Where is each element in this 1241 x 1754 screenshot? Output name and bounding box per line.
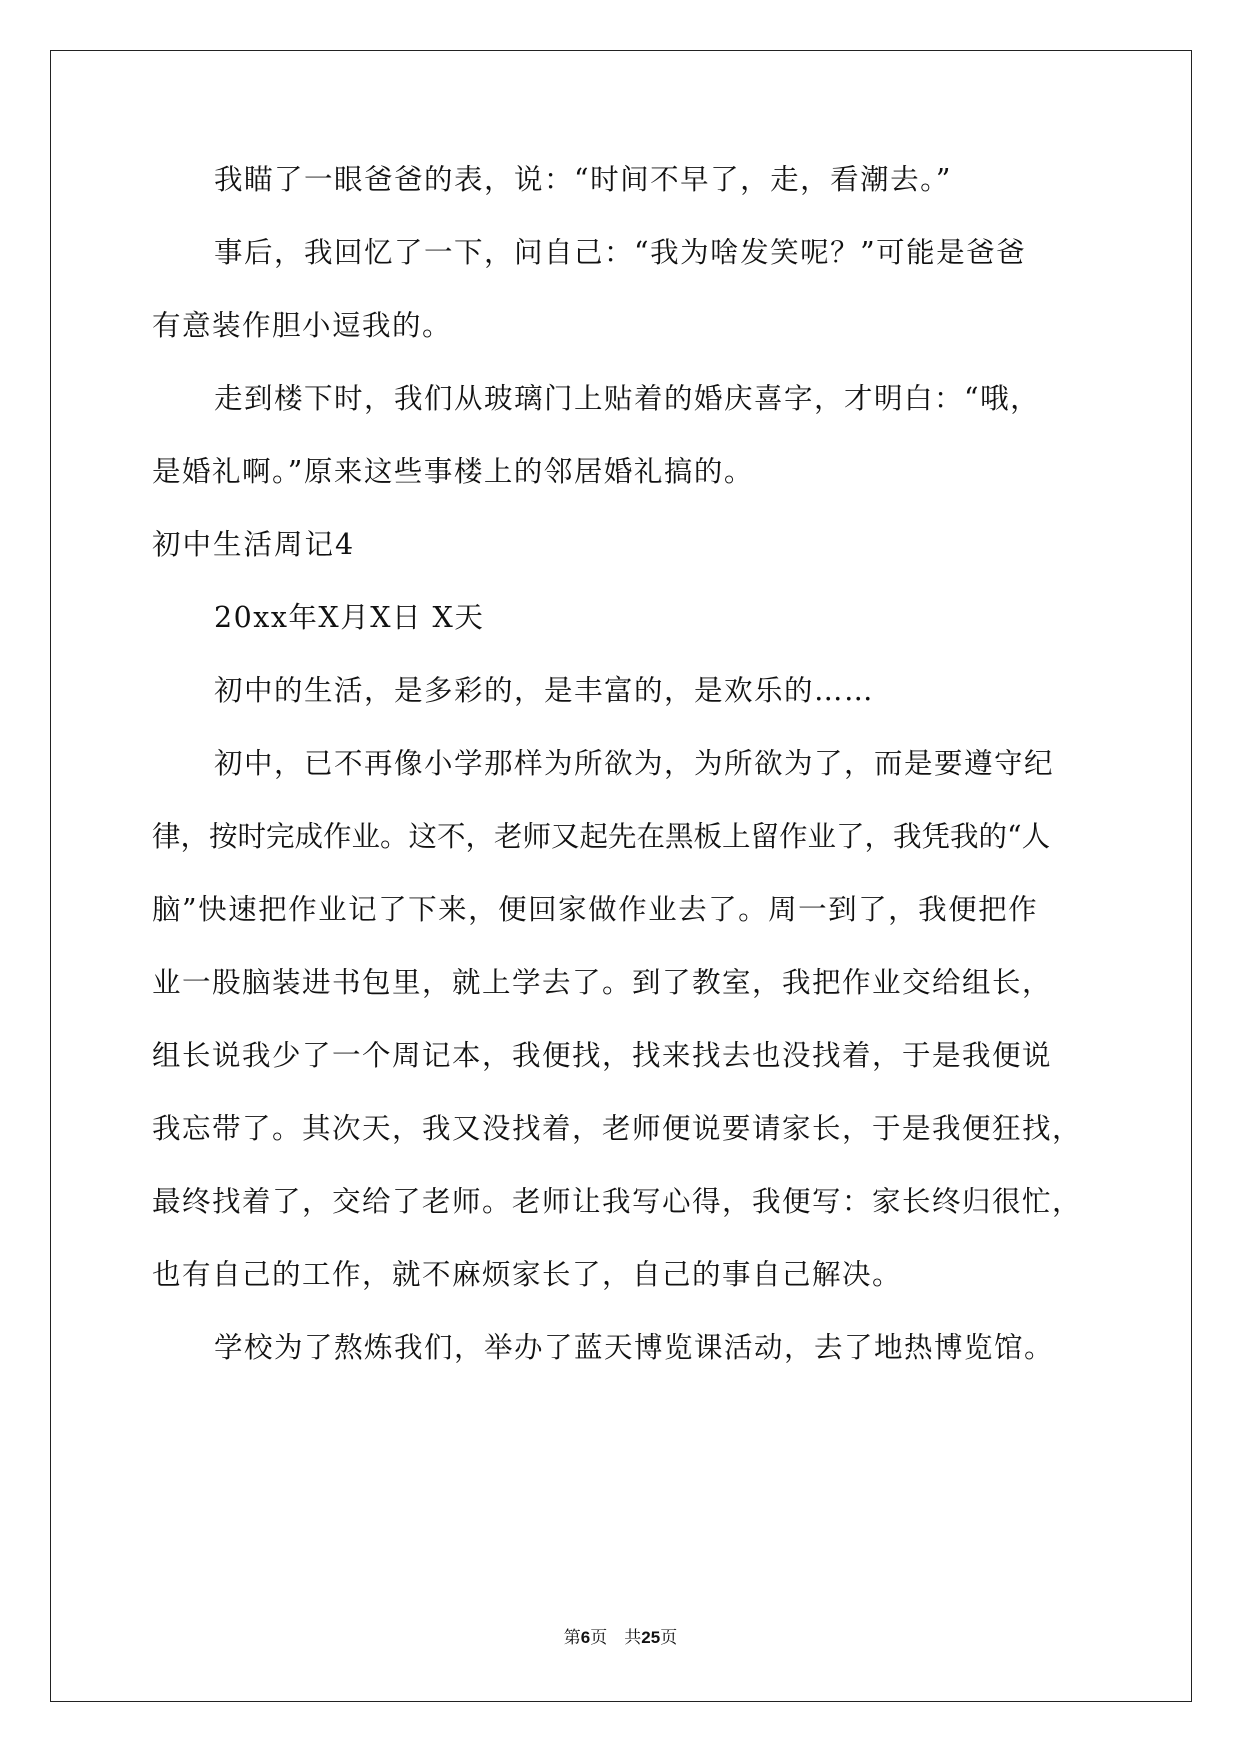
- paragraph-line: 走到楼下时，我们从玻璃门上贴着的婚庆喜字，才明白：“哦，: [214, 382, 1041, 415]
- page-frame: [50, 50, 1192, 1702]
- paragraph-line: 律，按时完成作业。这不，老师又起先在黑板上留作业了，我凭我的“人: [152, 820, 1051, 853]
- footer-prefix: 第: [563, 1628, 581, 1648]
- page-footer: [0, 1627, 1241, 1649]
- footer-suffix: 页: [660, 1628, 678, 1648]
- paragraph-line: 有意装作胆小逗我的。: [152, 309, 453, 342]
- paragraph-line: 初中的生活，是多彩的，是丰富的，是欢乐的……: [214, 674, 875, 707]
- paragraph-line: 是婚礼啊。”原来这些事楼上的邻居婚礼搞的。: [152, 455, 754, 488]
- paragraph-line: 组长说我少了一个周记本，我便找，找来找去也没找着，于是我便说: [152, 1039, 1053, 1072]
- paragraph-line: 我忘带了。其次天，我又没找着，老师便说要请家长，于是我便狂找，: [152, 1112, 1083, 1145]
- paragraph-line: 业一股脑装进书包里，就上学去了。到了教室，我把作业交给组长，: [152, 966, 1053, 999]
- paragraph-line: 我瞄了一眼爸爸的表，说：“时间不早了，走，看潮去。”: [214, 163, 952, 196]
- section-heading: 初中生活周记4: [152, 528, 356, 561]
- date-line: 20xx年X月X日 X天: [214, 601, 485, 634]
- footer-mid: 页 共: [590, 1628, 642, 1648]
- paragraph-line: 脑”快速把作业记了下来，便回家做作业去了。周一到了，我便把作: [152, 893, 1039, 926]
- page-number: 6: [580, 1628, 591, 1647]
- paragraph-line: 学校为了熬炼我们，举办了蓝天博览课活动，去了地热博览馆。: [214, 1331, 1055, 1364]
- paragraph-line: 也有自己的工作，就不麻烦家长了，自己的事自己解决。: [152, 1258, 903, 1291]
- total-pages: 25: [641, 1628, 661, 1647]
- paragraph-line: 初中，已不再像小学那样为所欲为，为所欲为了，而是要遵守纪: [214, 747, 1055, 780]
- paragraph-line: 事后，我回忆了一下，问自己：“我为啥发笑呢？”可能是爸爸: [214, 236, 1027, 269]
- paragraph-line: 最终找着了，交给了老师。老师让我写心得，我便写：家长终归很忙，: [152, 1185, 1083, 1218]
